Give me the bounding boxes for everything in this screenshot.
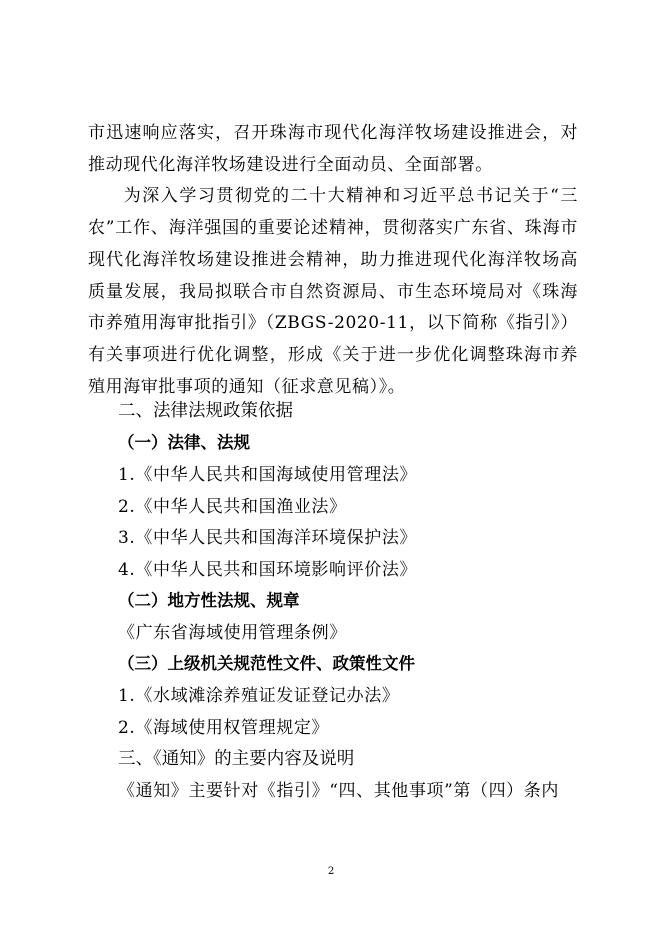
subsection-heading-normative-documents: （三）上级机关规范性文件、政策性文件 [118,654,415,673]
body-text-block [88,118,578,403]
list-item-document: 1.《水域滩涂养殖证发证登记办法》 [118,686,400,706]
list-item-law: 1.《中华人民共和国海域使用管理法》 [118,465,418,485]
section-heading-legal-basis: 二、法律法规政策依据 [118,401,293,421]
paragraph-purpose: 为深入学习贯彻党的二十大精神和习近平总书记关于“三农”工作、海洋强国的重要论述精神，贯彻落实广东省、珠海市现代化海洋牧场建设推进会精神，助力推进现代化海洋牧场高质量发展，我局拟联合市自然资源局、市生态环境局对《珠海市养殖用海审批指引》（ZBGS-2020-11，以下简称《指引》）有关事项进行优化调整，形成《关于进一步优化调整珠海市养殖用海审批事项的通知（征求意见稿）》。 [88,186,578,397]
subsection-heading-laws: （一）法律、法规 [118,433,250,452]
paragraph-continuation: 市迅速响应落实，召开珠海市现代化海洋牧场建设推进会，对推动现代化海洋牧场建设进行全面动员、全面部署。 [88,123,578,175]
list-item-law: 3.《中华人民共和国海洋环境保护法》 [118,528,418,548]
paragraph-main-content: 《通知》主要针对《指引》“四、其他事项”第（四）条内 [118,781,559,801]
page-number: 2 [327,866,335,877]
list-item-regulation: 《广东省海域使用管理条例》 [118,623,347,643]
list-item-document: 2.《海域使用权管理规定》 [118,718,330,738]
section-heading-main-content: 三、《通知》的主要内容及说明 [118,749,355,769]
list-item-law: 2.《中华人民共和国渔业法》 [118,497,347,517]
list-item-law: 4.《中华人民共和国环境影响评价法》 [118,560,418,580]
subsection-heading-local-regulations: （二）地方性法规、规章 [118,591,300,610]
